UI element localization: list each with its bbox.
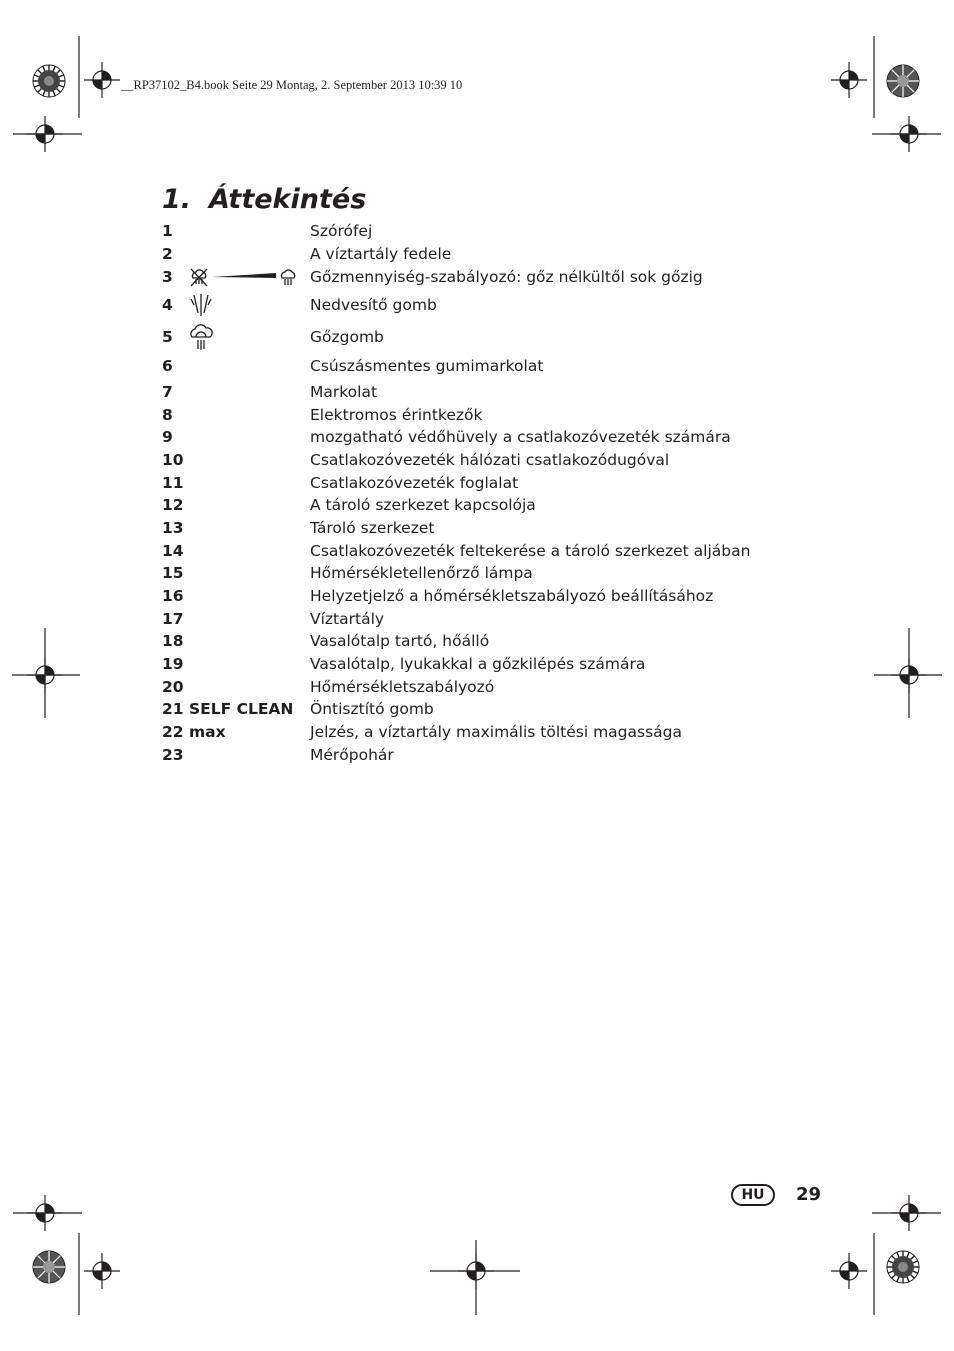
item-number: 5 bbox=[162, 328, 173, 346]
item-text: Hőmérsékletszabályozó bbox=[310, 678, 495, 696]
crosshair-icon bbox=[27, 657, 63, 693]
item-number: 22 max bbox=[162, 723, 226, 741]
item-number: 9 bbox=[162, 428, 173, 446]
item-text: Szórófej bbox=[310, 222, 373, 240]
crosshair-icon bbox=[831, 62, 867, 98]
list-item bbox=[162, 426, 802, 448]
list-item bbox=[162, 472, 802, 494]
crosshair-icon bbox=[27, 1195, 63, 1231]
list-item bbox=[162, 381, 802, 403]
item-text: Csatlakozóvezeték feltekerése a tároló szerkezet aljában bbox=[310, 542, 751, 560]
item-number: 12 bbox=[162, 496, 184, 514]
color-wheel-icon bbox=[31, 1249, 67, 1285]
item-text: Csatlakozóvezeték hálózati csatlakozódugóval bbox=[310, 451, 670, 469]
item-number: 8 bbox=[162, 406, 173, 424]
list-item bbox=[162, 585, 802, 607]
crosshair-icon bbox=[84, 1253, 120, 1289]
list-item bbox=[162, 562, 802, 584]
item-text: Vasalótalp tartó, hőálló bbox=[310, 632, 490, 650]
list-item bbox=[162, 449, 802, 471]
list-item bbox=[162, 721, 802, 743]
file-info-header: __RP37102_B4.book Seite 29 Montag, 2. September 2013 10:39 10 bbox=[121, 78, 463, 92]
section-title bbox=[162, 182, 366, 218]
item-number: 11 bbox=[162, 474, 184, 492]
crosshair-icon bbox=[891, 116, 927, 152]
list-item bbox=[162, 517, 802, 539]
list-item bbox=[162, 404, 802, 426]
section-title-text: Áttekintés bbox=[209, 184, 367, 215]
item-text: Mérőpohár bbox=[310, 746, 394, 764]
item-text: Gőzgomb bbox=[310, 328, 384, 346]
item-text: Markolat bbox=[310, 383, 378, 401]
list-item bbox=[162, 698, 802, 720]
item-text: Tároló szerkezet bbox=[310, 519, 435, 537]
item-text: Csúszásmentes gumimarkolat bbox=[310, 357, 544, 375]
list-item bbox=[162, 266, 802, 288]
item-text: Jelzés, a víztartály maximális töltési magassága bbox=[310, 723, 682, 741]
list-item bbox=[162, 355, 802, 377]
item-text: mozgatható védőhüvely a csatlakozóvezeték számára bbox=[310, 428, 731, 446]
list-item bbox=[162, 540, 802, 562]
item-text: Öntisztító gomb bbox=[310, 700, 434, 718]
list-item bbox=[162, 630, 802, 652]
item-text: Víztartály bbox=[310, 610, 385, 628]
item-number: 21 SELF CLEAN bbox=[162, 700, 294, 718]
color-wheel-icon bbox=[31, 63, 67, 99]
section-number: 1. bbox=[162, 184, 192, 215]
item-number: 20 bbox=[162, 678, 184, 696]
list-item bbox=[162, 653, 802, 675]
color-wheel-icon bbox=[885, 1249, 921, 1285]
steam-burst-icon bbox=[188, 322, 214, 352]
list-item bbox=[162, 326, 802, 348]
item-text: Elektromos érintkezők bbox=[310, 406, 483, 424]
item-text: A tároló szerkezet kapcsolója bbox=[310, 496, 536, 514]
crosshair-icon bbox=[84, 62, 120, 98]
item-number: 17 bbox=[162, 610, 184, 628]
item-text: Nedvesítő gomb bbox=[310, 296, 437, 314]
item-number: 10 bbox=[162, 451, 184, 469]
item-number: 2 bbox=[162, 245, 173, 263]
item-number: 1 bbox=[162, 222, 173, 240]
list-item bbox=[162, 220, 802, 242]
item-number: 14 bbox=[162, 542, 184, 560]
crosshair-icon bbox=[891, 1195, 927, 1231]
item-number: 13 bbox=[162, 519, 184, 537]
crosshair-icon bbox=[831, 1253, 867, 1289]
item-text: Vasalótalp, lyukakkal a gőzkilépés számára bbox=[310, 655, 646, 673]
list-item bbox=[162, 294, 802, 316]
item-number: 3 bbox=[162, 268, 173, 286]
spray-icon bbox=[188, 291, 214, 319]
item-text: Gőzmennyiség-szabályozó: gőz nélkültől sok gőzig bbox=[310, 268, 703, 286]
item-text: Helyzetjelző a hőmérsékletszabályozó beállításához bbox=[310, 587, 714, 605]
item-number: 16 bbox=[162, 587, 184, 605]
item-number: 4 bbox=[162, 296, 173, 314]
item-number: 23 bbox=[162, 746, 184, 764]
page-number: 29 bbox=[796, 1184, 822, 1205]
item-number: 19 bbox=[162, 655, 184, 673]
item-number: 7 bbox=[162, 383, 173, 401]
item-text: A víztartály fedele bbox=[310, 245, 452, 263]
item-text: Hőmérsékletellenőrző lámpa bbox=[310, 564, 533, 582]
item-number: 18 bbox=[162, 632, 184, 650]
color-wheel-icon bbox=[885, 63, 921, 99]
list-item bbox=[162, 494, 802, 516]
crosshair-icon bbox=[27, 116, 63, 152]
item-text: Csatlakozóvezeték foglalat bbox=[310, 474, 519, 492]
list-item bbox=[162, 744, 802, 766]
list-item bbox=[162, 676, 802, 698]
list-item bbox=[162, 243, 802, 265]
steam-regulator-icon bbox=[188, 266, 302, 288]
language-badge: HU bbox=[731, 1184, 775, 1206]
crosshair-icon bbox=[891, 657, 927, 693]
list-item bbox=[162, 608, 802, 630]
item-number: 6 bbox=[162, 357, 173, 375]
crosshair-icon bbox=[458, 1253, 494, 1289]
item-number: 15 bbox=[162, 564, 184, 582]
